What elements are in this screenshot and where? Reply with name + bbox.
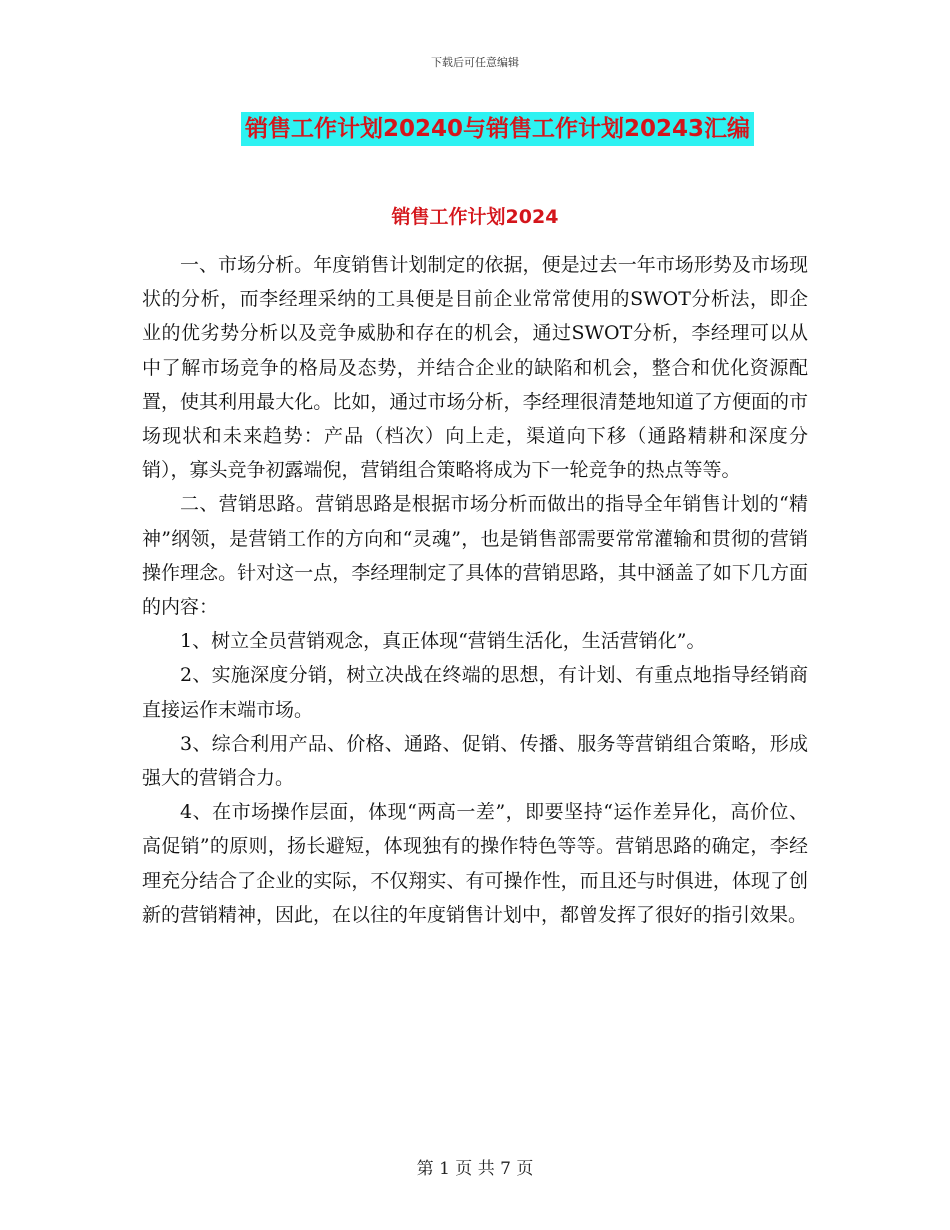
page-number: 第 1 页 共 7 页 xyxy=(416,1159,534,1179)
main-title-wrap xyxy=(0,112,950,146)
paragraph-item-3: 3、综合利用产品、价格、通路、促销、传播、服务等营销组合策略，形成强大的营销合力。 xyxy=(142,732,808,790)
paragraph-item-2: 2、实施深度分销，树立决战在终端的思想，有计划、有重点地指导经销商直接运作末端市场。 xyxy=(142,664,808,721)
header-note: 下载后可任意编辑 xyxy=(431,56,519,69)
body-text xyxy=(142,248,808,932)
paragraph-marketing-ideas: 二、营销思路。营销思路是根据市场分析而做出的指导全年销售计划的“精神”纲领，是营销工作的方向和“灵魂”，也是销售部需要常常灌输和贯彻的营销操作理念。针对这一点，李经理制定了具体的营销思路，其中涵盖了如下几方面的内容： xyxy=(142,493,808,619)
paragraph-item-1: 1、树立全员营销观念，真正体现“营销生活化，生活营销化”。 xyxy=(180,630,706,653)
document-title: 销售工作计划20240与销售工作计划20243汇编 xyxy=(241,112,754,146)
paragraph-item-4: 4、在市场操作层面，体现“两高一差”，即要坚持“运作差异化，高价位、高促销”的原则，扬长避短，体现独有的操作特色等等。营销思路的确定，李经理充分结合了企业的实际，不仅翔实、有可操作性，而且还与时俱进，体现了创新的营销精神，因此，在以往的年度销售计划中，都曾发挥了很好的指引效果。 xyxy=(142,801,808,926)
paragraph-market-analysis: 一、市场分析。年度销售计划制定的依据，便是过去一年市场形势及市场现状的分析，而李经理采纳的工具便是目前企业常常使用的SWOT分析法，即企业的优劣势分析以及竞争威胁和存在的机会，通过SWOT分析，李经理可以从中了解市场竞争的格局及态势，并结合企业的缺陷和机会，整合和优化资源配置，使其利用最大化。比如，通过市场分析，李经理很清楚地知道了方便面的市场现状和未来趋势：产品（档次）向上走，渠道向下移（通路精耕和深度分销），寡头竞争初露端倪，营销组合策略将成为下一轮竞争的热点等等。 xyxy=(142,254,808,482)
section-title: 销售工作计划2024 xyxy=(391,206,559,228)
